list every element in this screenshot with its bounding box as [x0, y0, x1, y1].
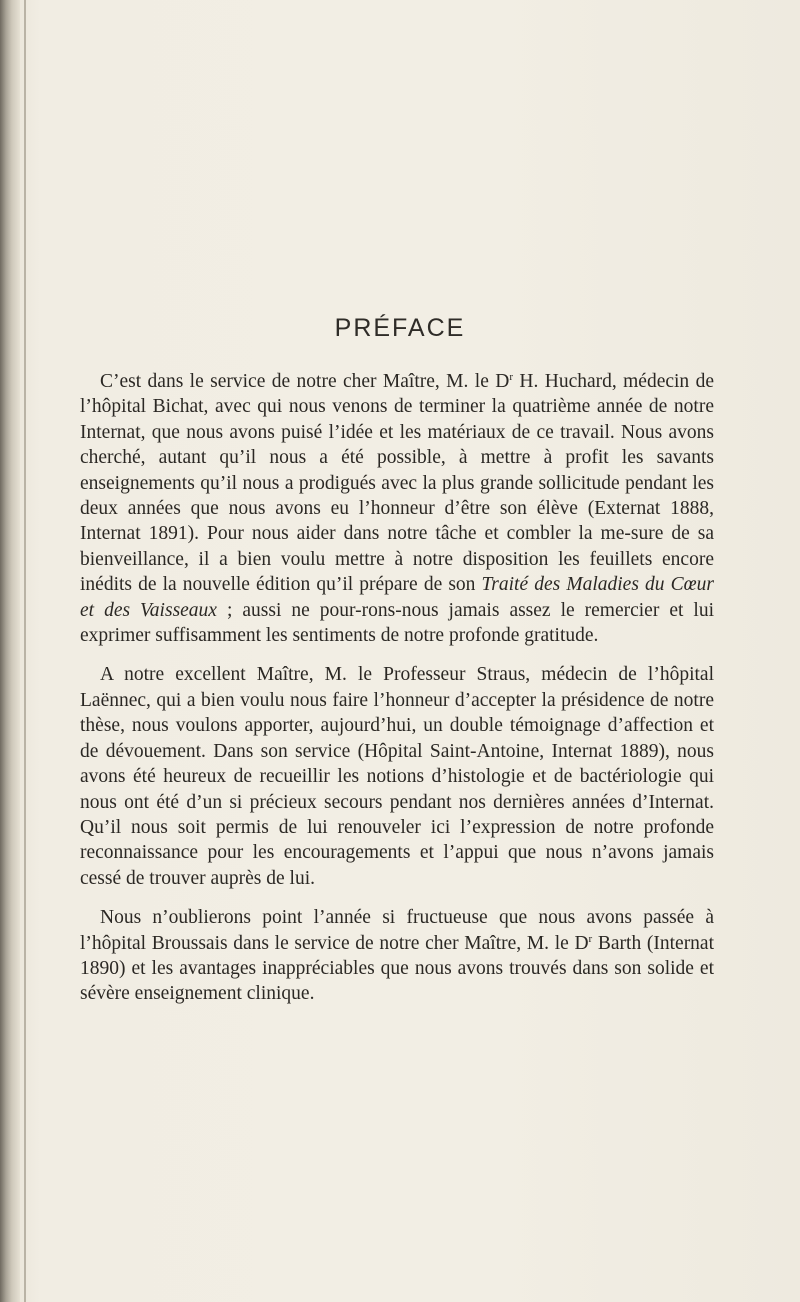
text-run: Barth (Internat 1890) et les avantages inappréciables que nous avons trouvés dans son solide et sévère enseignement clinique. — [80, 932, 715, 1005]
book-title-italic: Traité des Maladies du Cœur et des Vaisseaux — [80, 574, 714, 621]
binding-fold-line — [24, 0, 26, 1302]
text-run: A notre excellent Maître, M. le Professeur Straus, médecin de l’hôpital Laënnec, qui a bien voulu nous faire l’honneur d’accepter la présidence de notre thèse, nous voulons apporter, aujourd’hui, un double témoignage d’affection et de dévouement. Dans son service (Hôpital Saint-Antoine, Internat 1889), nous avons été heureux de recueillir les notions d’histologie et de bactériologie qui nous ont été d’un si précieux secours pendant nos dernières années d’Internat. Qu’il nous soit permis de lui renouveler ici l’expression de notre profonde reconnaissance pour les encouragements et l’appui que nous n’avons jamais cessé de trouver auprès de lui. — [80, 664, 714, 889]
text-run: Nous n’oublierons point l’année si fructueuse que nous avons passée à l’hôpital Broussais dans le service de notre cher Maître, M. le D — [80, 907, 714, 954]
text-run: ; aussi ne pour-rons-nous jamais assez le remercier et lui exprimer suffisamment les sentiments de notre profonde gratitude. — [80, 599, 714, 647]
text-run: H. Huchard, médecin de l’hôpital Bichat, avec qui nous venons de terminer la quatrième année de notre Internat, que nous avons puisé l’idée et les matériaux de ce travail. Nous avons cherché, autant qu’il nous a été possible, à mettre à profit les savants enseignements qu’il nous a prodigués avec la plus grande sollicitude pendant les deux années que nous avons eu l’honneur d’être son élève (Externat 1888, Internat 1891). Pour nous aider dans notre tâche et combler la me-sure de sa bienveillance, il a bien voulu mettre à notre disposition les feuillets encore inédits de la nouvelle édition qu’il prépare de son — [80, 371, 714, 596]
paragraph-3 — [80, 905, 714, 1007]
preface-body — [80, 369, 714, 1021]
paragraph-1 — [80, 369, 714, 648]
page-title: PRÉFACE — [334, 314, 466, 342]
book-binding-shadow — [0, 0, 20, 1302]
superscript: r — [588, 932, 593, 945]
paragraph-2 — [80, 662, 714, 891]
superscript: r — [509, 371, 513, 383]
text-run: C’est dans le service de notre cher Maître, M. le D — [100, 371, 510, 392]
